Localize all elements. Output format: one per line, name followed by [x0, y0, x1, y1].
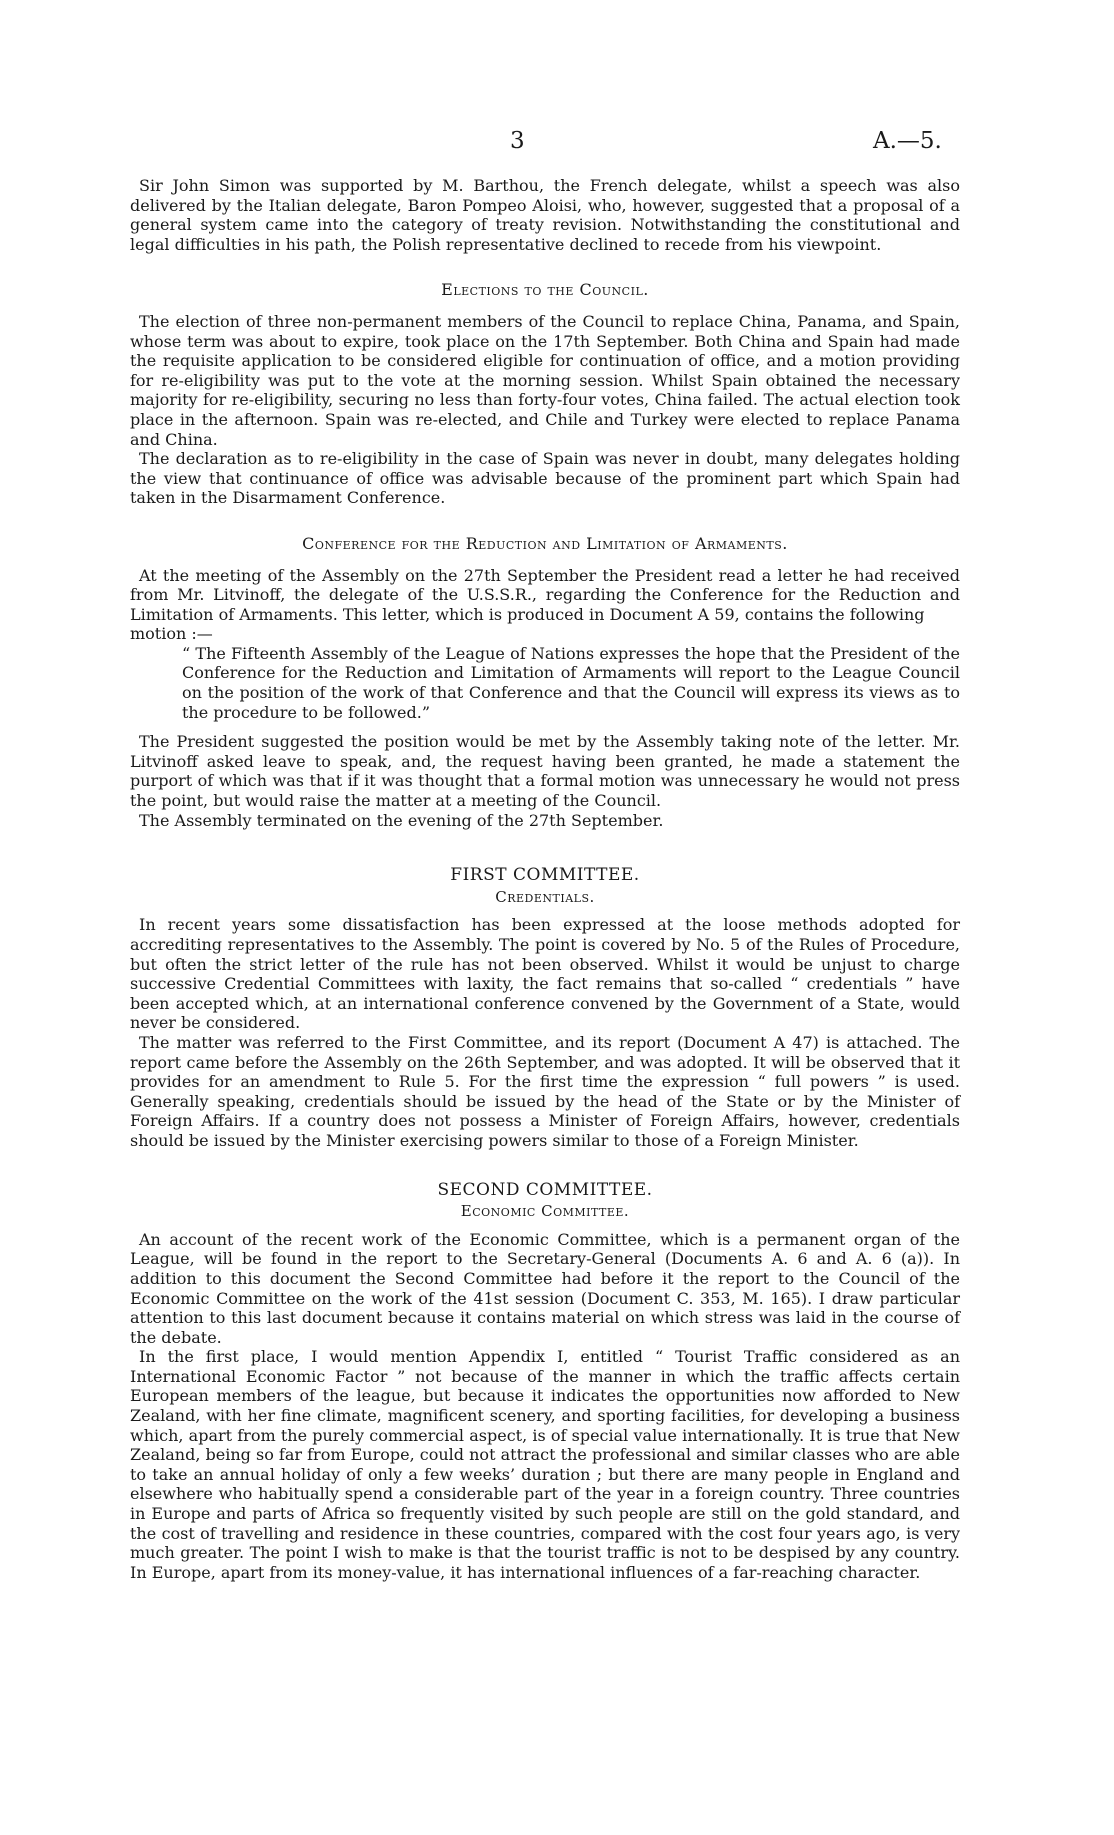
disarmament-paragraph-2: The President suggested the position would be met by the Assembly taking note of the letter. Mr. Litvinoff asked leave to speak, and, the request having been granted, he made a statement the purport of which was that if it was thought that a formal motion was unnecessary he would not press the point, but would raise the matter at a meeting of the Council. — [130, 732, 960, 811]
document-body — [130, 176, 960, 1582]
elections-paragraph-1: The election of three non-permanent members of the Council to replace China, Panama, and Spain, whose term was about to expire, took place on the 17th September. Both China and Spain had made the requisite application to be considered eligible for continuation of office, and a motion providing for re-eligibility was put to the vote at the morning session. Whilst Spain obtained the necessary majority for re-eligibility, securing no less than forty-four votes, China failed. The actual election took place in the afternoon. Spain was re-elected, and Chile and Turkey were elected to replace Panama and China. — [130, 311, 960, 449]
second-committee-paragraph-2: In the first place, I would mention Appendix I, entitled “ Tourist Traffic considered as an International Economic Factor ” not because of the manner in which the traffic affects certain European members of the league, but because it indicates the opportunities now afforded to New Zealand, with her fine climate, magnificent scenery, and sporting facilities, for developing a business which, apart from the purely commercial aspect, is of special value internationally. It is true that New Zealand, being so far from Europe, could not attract the professional and similar classes who are able to take an annual holiday of only a few weeks’ duration ; but there are many people in England and elsewhere who habitually spend a considerable part of the year in a foreign country. Three countries in Europe and parts of Africa so frequently visited by such people are still on the gold standard, and the cost of travelling and residence in these countries, compared with the cost four years ago, is very much greater. The point I wish to make is that the tourist traffic is not to be despised by any country. In Europe, apart from its money-value, it has international influences of a far-reaching character. — [130, 1347, 960, 1582]
motion-quote: “ The Fifteenth Assembly of the League of Nations expresses the hope that the President of the Conference for the Reduction and Limitation of Armaments will report to the League Council on the position of the work of that Conference and that the Council will express its views as to the procedure to be followed.” — [182, 643, 960, 722]
elections-paragraph-2: The declaration as to re-eligibility in the case of Spain was never in doubt, many delegates holding the view that continuance of office was advisable because of the prominent part which Spain had taken in the Disarmament Conference. — [130, 449, 960, 508]
disarmament-paragraph-1: At the meeting of the Assembly on the 27th September the President read a letter he had received from Mr. Litvinoff, the delegate of the U.S.S.R., regarding the Conference for the Reduction and Limitation of Armaments. This letter, which is produced in Document A 59, contains the following — [130, 565, 960, 624]
motion-label: motion :— — [130, 624, 213, 644]
first-committee-paragraph-2: The matter was referred to the First Committee, and its report (Document A 47) is attached. The report came before the Assembly on the 26th September, and was adopted. It will be observed that it provides for an amendment to Rule 5. For the first time the expression “ full powers ” is used. Generally speaking, credentials should be issued by the head of the State or by the Minister of Foreign Affairs. If a country does not possess a Minister of Foreign Affairs, however, credentials should be issued by the Minister exercising powers similar to those of a Foreign Minister. — [130, 1032, 960, 1150]
first-committee-heading: FIRST COMMITTEE. — [450, 865, 640, 886]
economic-committee-subheading: Economic Committee. — [460, 1202, 630, 1221]
second-committee-heading: SECOND COMMITTEE. — [437, 1179, 653, 1200]
section-heading-elections: Elections to the Council. — [441, 280, 649, 300]
intro-paragraph: Sir John Simon was supported by M. Barthou, the French delegate, whilst a speech was also delivered by the Italian delegate, Baron Pompeo Aloisi, who, however, suggested that a proposal of a general system came into the category of treaty revision. Notwithstanding the constitutional and legal difficulties in his path, the Polish representative declined to recede from his viewpoint. — [130, 176, 960, 254]
section-heading-disarmament: Conference for the Reduction and Limitation of Armaments. — [302, 533, 788, 553]
credentials-subheading: Credentials. — [495, 887, 595, 906]
disarmament-paragraph-3: The Assembly terminated on the evening of the 27th September. — [139, 810, 664, 830]
second-committee-paragraph-1: An account of the recent work of the Economic Committee, which is a permanent organ of the League, will be found in the report to the Secretary-General (Documents A. 6 and A. 6 (a)). In addition to this document the Second Committee had before it the report to the Council of the Economic Committee on the work of the 41st session (Document C. 353, M. 165). I draw particular attention to this last document because it contains material on which stress was laid in the course of the debate. — [130, 1229, 960, 1347]
first-committee-paragraph-1: In recent years some dissatisfaction has been expressed at the loose methods adopted for accrediting representatives to the Assembly. The point is covered by No. 5 of the Rules of Procedure, but often the strict letter of the rule has not been observed. Whilst it would be unjust to charge successive Credential Committees with laxity, the fact remains that so-called “ credentials ” have been accepted which, at an international conference convened by the Government of a State, would never be considered. — [130, 915, 960, 1033]
page-number: 3 — [510, 128, 525, 154]
paper-reference: A.—5. — [873, 128, 942, 154]
